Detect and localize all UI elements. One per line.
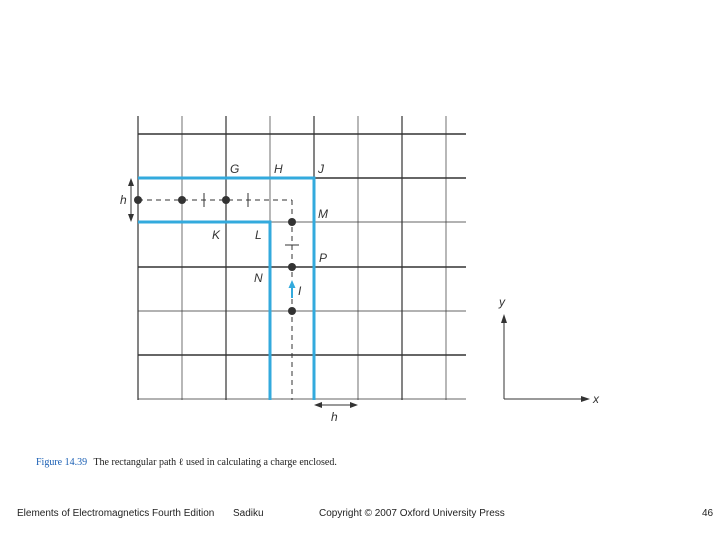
- node: [178, 196, 186, 204]
- bottom-dimension: [314, 402, 358, 408]
- node: [288, 307, 296, 315]
- figure-caption: [36, 457, 337, 468]
- footer-author: Sadiku: [233, 508, 264, 519]
- coordinate-axes: [501, 314, 590, 402]
- label-H: H: [274, 162, 283, 176]
- label-N: N: [254, 271, 263, 285]
- label-M: M: [318, 207, 328, 221]
- label-I: I: [298, 284, 302, 298]
- footer-page-number: 46: [702, 508, 714, 519]
- figure-number: Figure 14.39: [36, 457, 88, 468]
- label-J: J: [318, 162, 324, 176]
- label-G: G: [230, 162, 240, 176]
- label-L: L: [255, 228, 262, 242]
- label-P: P: [319, 251, 328, 265]
- x-axis-arrowhead: [581, 396, 590, 402]
- node: [134, 196, 142, 204]
- axis-label-x: x: [593, 392, 599, 406]
- label-K: K: [212, 228, 221, 242]
- dimension-label-bottom-h: h: [331, 410, 338, 424]
- node: [288, 263, 296, 271]
- caption-text: The rectangular path ℓ used in calculating a charge enclosed.: [93, 457, 337, 468]
- dimension-label-left-h: h: [120, 193, 127, 207]
- left-dimension: [128, 178, 134, 222]
- grid: [138, 116, 466, 400]
- current-arrow: [289, 280, 296, 298]
- y-axis-arrowhead: [501, 314, 507, 323]
- footer-book-title: Elements of Electromagnetics Fourth Edition: [17, 508, 215, 519]
- node: [288, 218, 296, 226]
- footer-copyright: Copyright © 2007 Oxford University Press: [319, 508, 505, 519]
- nodes: [134, 196, 296, 315]
- axis-label-y: y: [499, 295, 505, 309]
- node: [222, 196, 230, 204]
